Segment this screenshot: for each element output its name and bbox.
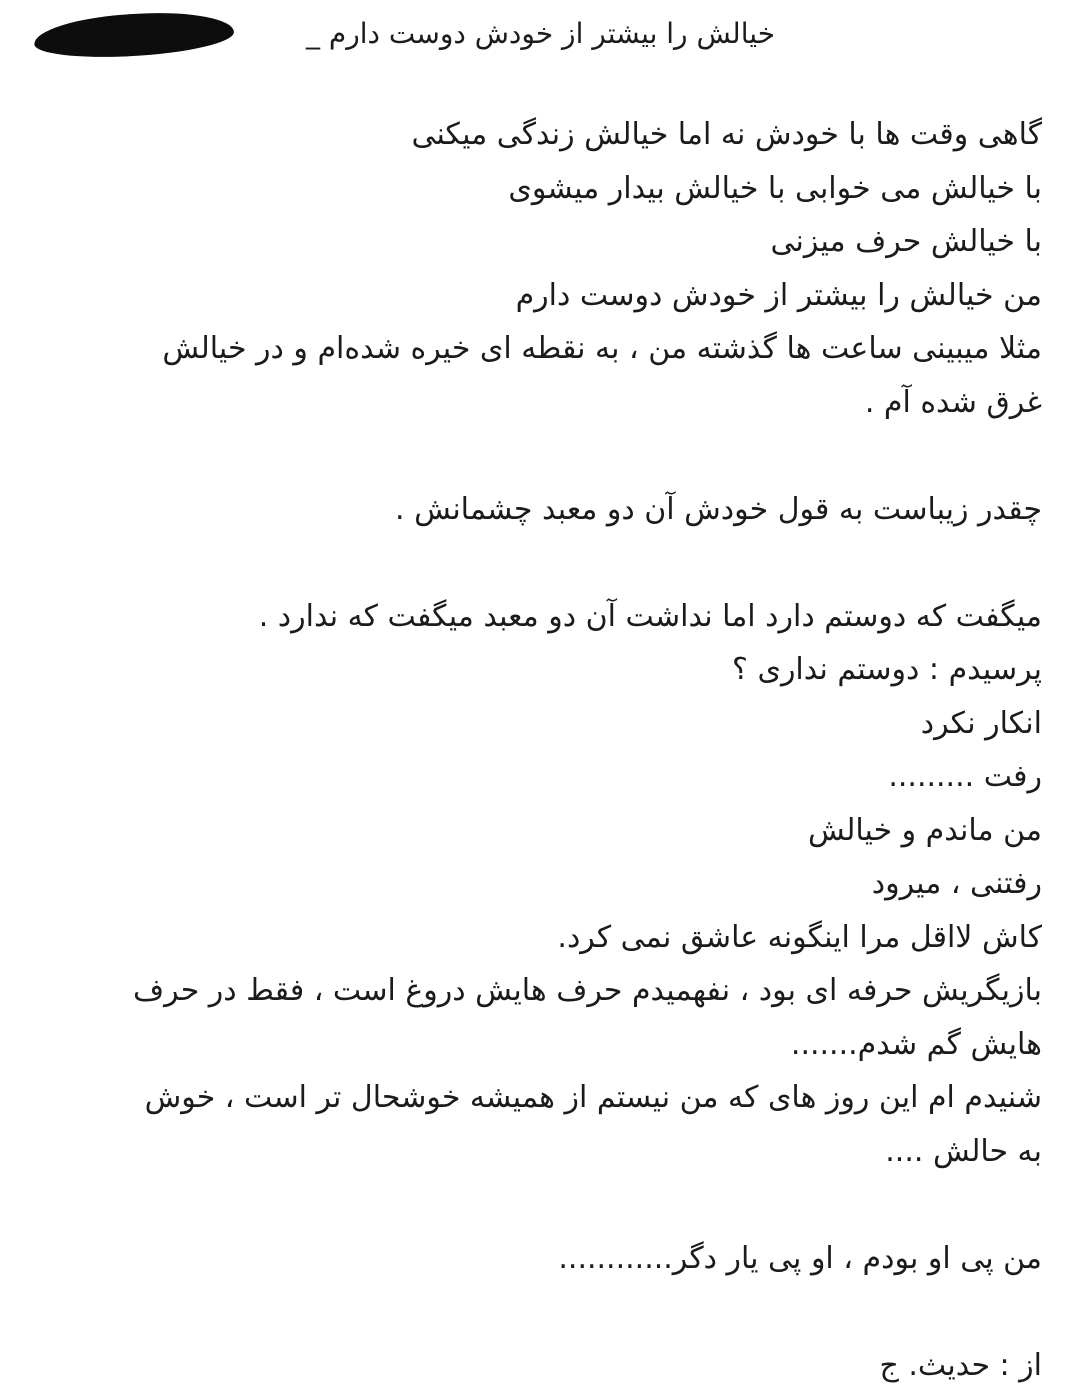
text-line: من ماندم و خیالش xyxy=(807,812,1042,848)
paragraph-gap xyxy=(40,429,1042,483)
text-line: بازیگریش حرفه ای بود ، نفهمیدم حرف هایش دروغ است ، فقط در حرف xyxy=(133,973,1042,1008)
paragraph-gap xyxy=(40,1285,1042,1339)
text-line: گاهی وقت ها با خودش نه اما خیالش زندگی میکنی xyxy=(411,117,1042,152)
text-line: به حالش .... xyxy=(885,1133,1042,1169)
text-line: من خیالش را بیشتر از خودش دوست دارم xyxy=(515,277,1042,313)
text-line: انکار نکرد xyxy=(920,705,1042,741)
text-line: با خیالش حرف میزنی xyxy=(770,224,1042,259)
text-line: رفتنی ، میرود xyxy=(871,866,1042,901)
signature: از : حدیث. ج xyxy=(879,1347,1042,1383)
text-line: شنیدم ام این روز های که من نیستم از همیشه خوشحال تر است ، خوش xyxy=(144,1080,1042,1115)
text-line: با خیالش می خوابی با خیالش بیدار میشوی xyxy=(508,170,1042,206)
paragraph-gap xyxy=(40,1178,1042,1232)
post-title: خیالش را بیشتر از خودش دوست دارم _ xyxy=(305,17,775,50)
text-line: مثلا میبینی ساعت ها گذشته من ، به نقطه ای خیره شده‌ام و در خیالش xyxy=(162,331,1042,366)
text-line: غرق شده آم . xyxy=(864,384,1042,420)
text-line: من پی او بودم ، او پی یار دگر............ xyxy=(558,1240,1042,1276)
text-line: رفت ......... xyxy=(888,759,1042,794)
paragraph-gap xyxy=(40,536,1042,590)
post-body xyxy=(40,108,1042,1392)
text-line: کاش لااقل مرا اینگونه عاشق نمی کرد. xyxy=(557,919,1042,955)
text-line: میگفت که دوستم دارد اما نداشت آن دو معبد میگفت که ندارد . xyxy=(258,598,1042,634)
text-line: هایش گم شدم....... xyxy=(790,1026,1042,1062)
text-line: پرسیدم : دوستم نداری ؟ xyxy=(732,652,1042,687)
text-line: چقدر زیباست به قول خودش آن دو معبد چشمانش . xyxy=(395,491,1042,527)
